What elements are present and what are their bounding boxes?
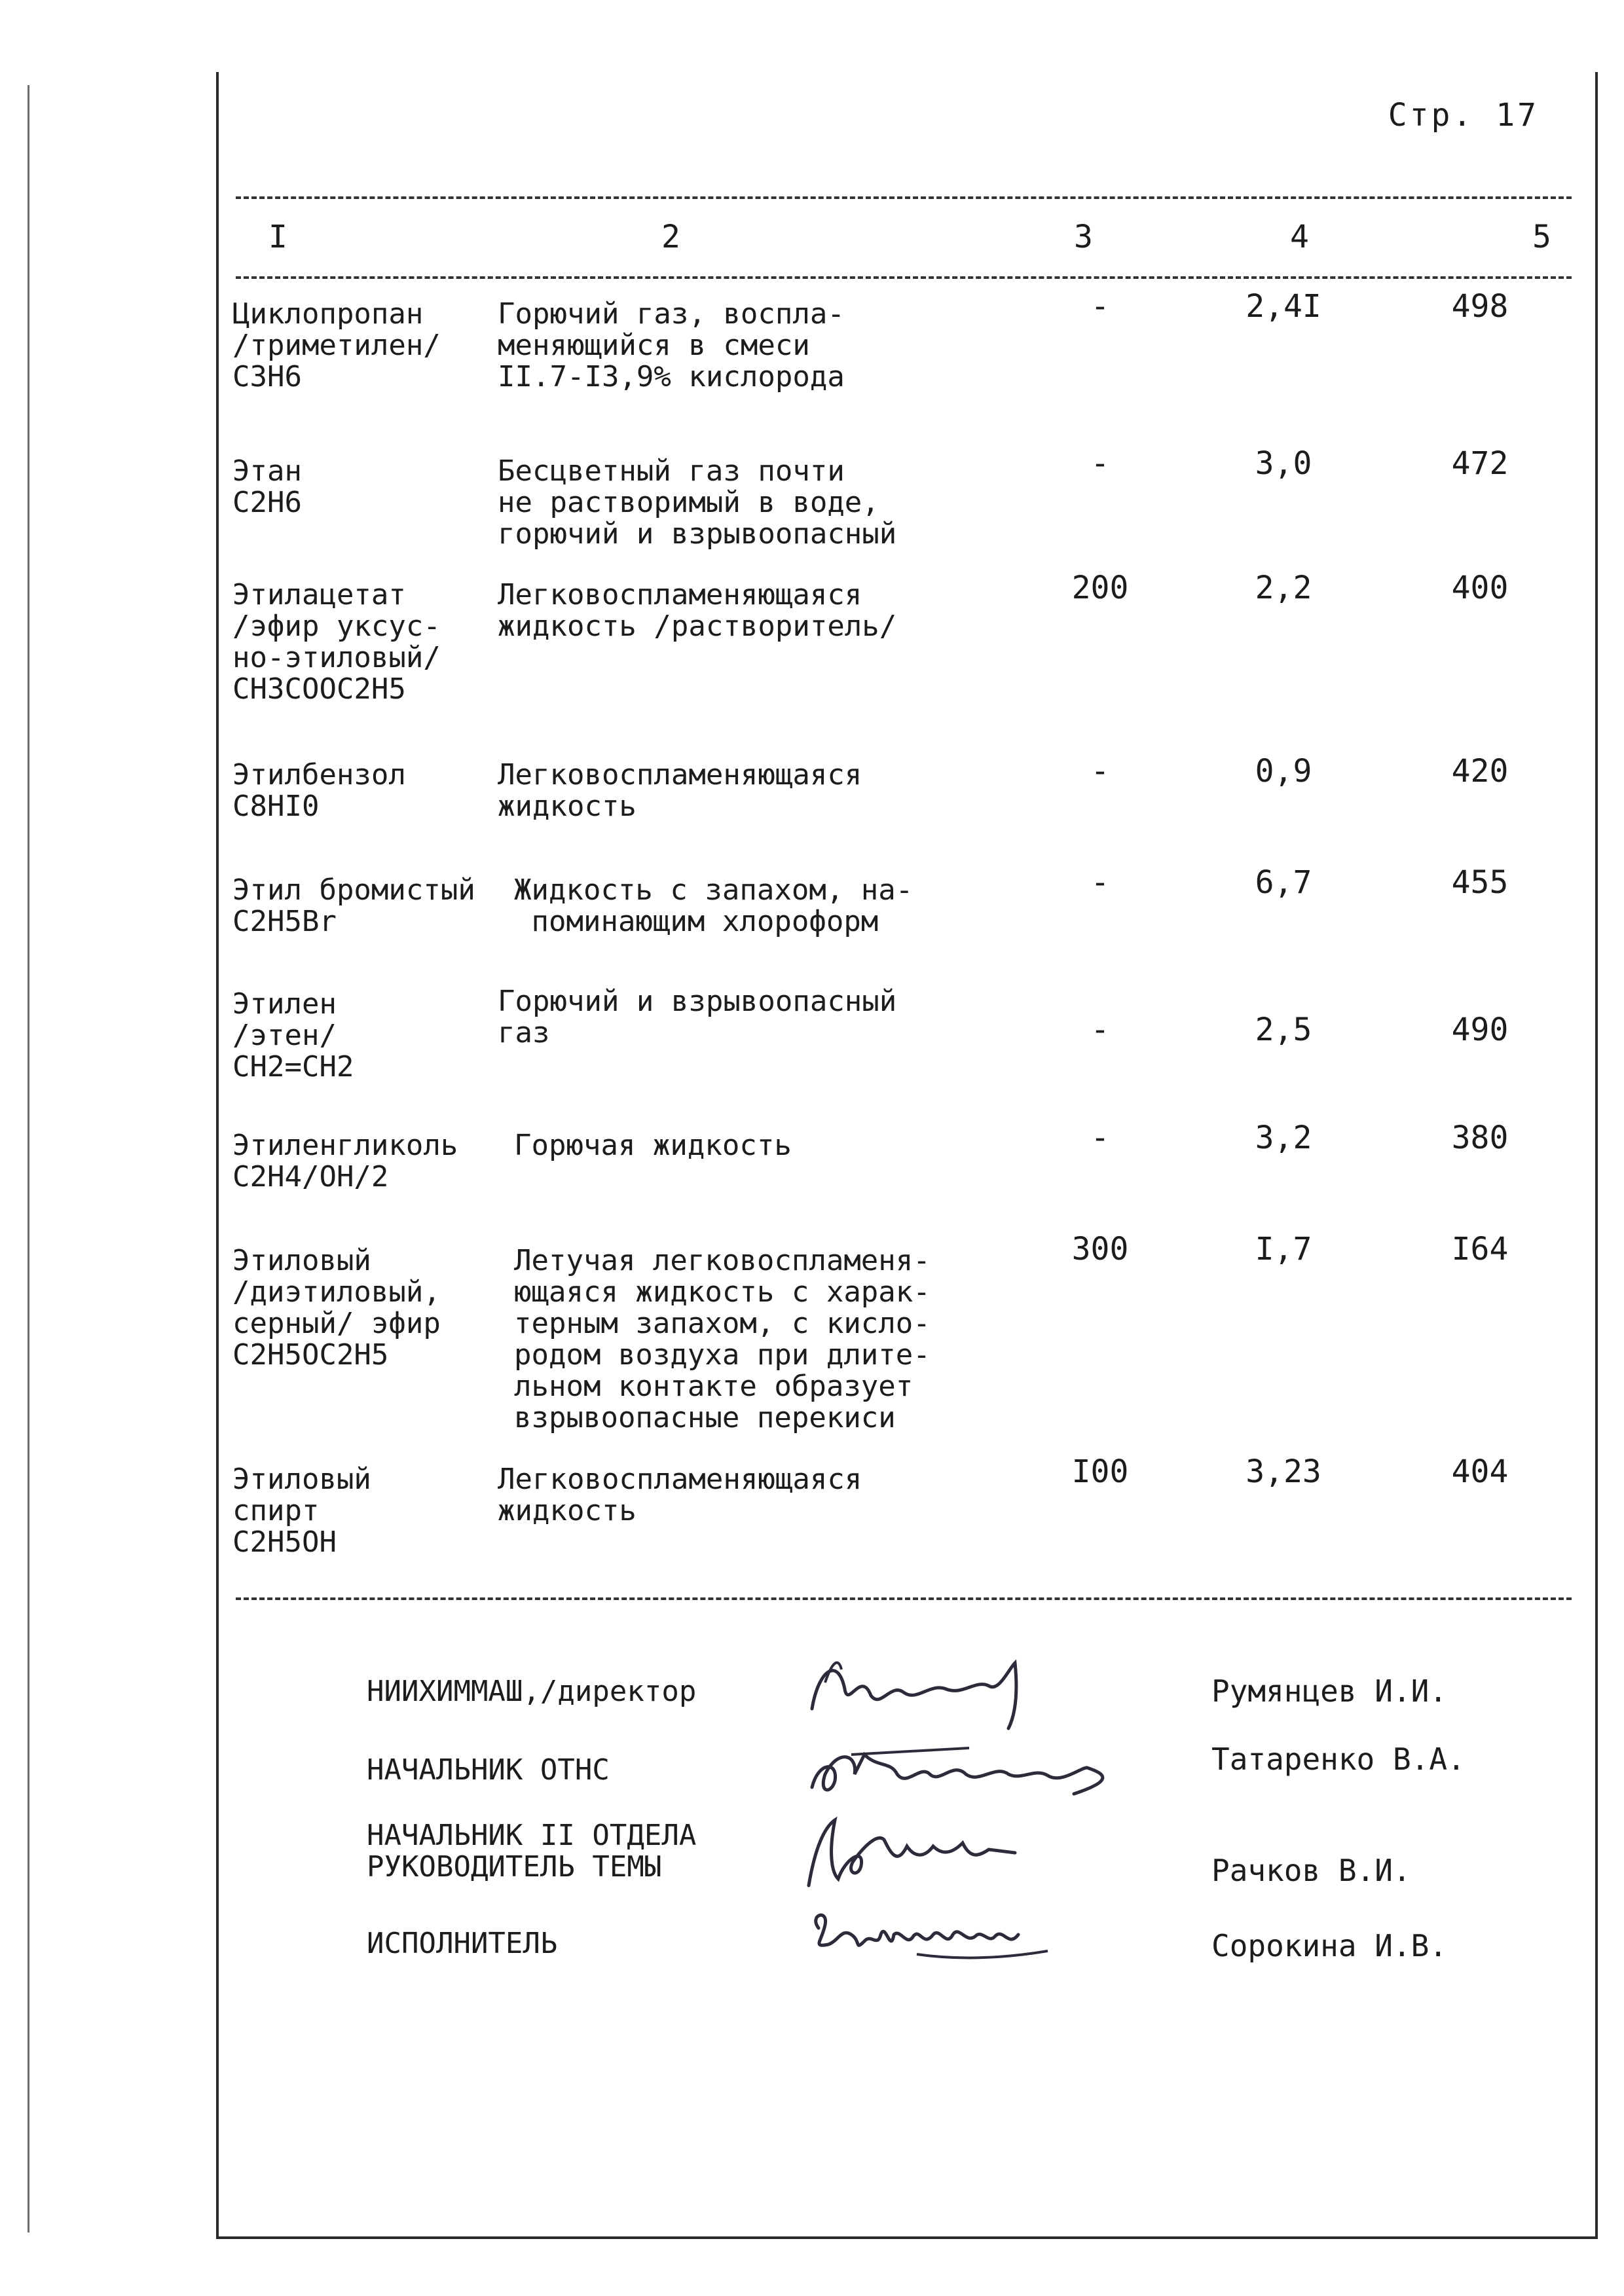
value-col3: - [1090, 1011, 1110, 1048]
value-col5: 400 [1451, 570, 1509, 606]
substance-description: Жидкость с запахом, на- поминающим хлороформ [514, 873, 913, 938]
value-col4: 3,2 [1255, 1120, 1312, 1156]
value-col4: 6,7 [1255, 864, 1312, 901]
substance-description: Легковоспламеняющаяся жидкость /растворитель/ [498, 578, 897, 643]
column-header-2: 2 [661, 219, 680, 255]
value-col3: 200 [1071, 570, 1129, 606]
value-col4: I,7 [1255, 1231, 1312, 1267]
substance-name: Этилен /этен/ CH2=CH2 [232, 987, 354, 1084]
column-header-3: 3 [1074, 219, 1093, 255]
signature-sorokina [799, 1889, 1166, 1974]
substance-name: Этил бромистый C2H5Br [232, 873, 475, 938]
substance-description: Горючая жидкость [514, 1129, 792, 1162]
value-col4: 3,23 [1246, 1453, 1321, 1490]
substance-description: Горючий газ, воспла- меняющийся в смеси II.7-I3,9% кислорода [498, 297, 845, 393]
value-col3: - [1090, 288, 1110, 325]
substance-name: Этан C2H6 [232, 454, 302, 519]
signatory-name-otns-head: Татаренко В.А. [1211, 1741, 1466, 1777]
substance-description: Горючий и взрывоопасный газ [498, 985, 897, 1049]
value-col3: 300 [1071, 1231, 1129, 1267]
substance-description: Легковоспламеняющаяся жидкость [498, 1463, 862, 1527]
header-top-rule [236, 196, 1572, 199]
signatory-name-executor: Сорокина И.В. [1211, 1928, 1448, 1963]
substance-name: Этилацетат /эфир уксус- но-этиловый/ CH3COOC2H5 [232, 578, 441, 706]
signatory-role-department-head: НАЧАЛЬНИК II ОТДЕЛА РУКОВОДИТЕЛЬ ТЕМЫ [367, 1819, 697, 1884]
value-col3: I00 [1071, 1453, 1129, 1490]
signature-rumyantsev [799, 1643, 1166, 1735]
value-col3: - [1090, 1120, 1110, 1156]
value-col4: 2,5 [1255, 1011, 1312, 1048]
value-col5: 404 [1451, 1453, 1509, 1490]
value-col5: 380 [1451, 1120, 1509, 1156]
substance-name: Циклопропан /триметилен/ C3H6 [232, 297, 441, 393]
substance-name: Этиловый спирт C2H5OH [232, 1463, 371, 1559]
column-header-4: 4 [1290, 219, 1309, 255]
value-col3: - [1090, 864, 1110, 901]
signatory-name-department-head: Рачков В.И. [1211, 1853, 1411, 1888]
table-bottom-rule [236, 1597, 1572, 1600]
column-header-5: 5 [1532, 219, 1551, 255]
value-col4: 0,9 [1255, 753, 1312, 790]
binder-edge-line [28, 85, 29, 2232]
value-col5: 455 [1451, 864, 1509, 901]
column-header-1: I [268, 219, 287, 255]
page-number: Стр. 17 [1388, 97, 1539, 134]
value-col5: 420 [1451, 753, 1509, 790]
substance-name: Этиловый /диэтиловый, серный/ эфир C2H5OC2H5 [232, 1244, 441, 1372]
substance-name: Этиленгликоль C2H4/OH/2 [232, 1129, 458, 1194]
header-bottom-rule [236, 276, 1572, 279]
signatory-role-executor: ИСПОЛНИТЕЛЬ [367, 1927, 558, 1960]
value-col3: - [1090, 753, 1110, 790]
substance-description: Легковоспламеняющаяся жидкость [498, 758, 862, 823]
value-col3: - [1090, 445, 1110, 482]
substance-description: Летучая легковоспламеня- ющаяся жидкость с харак- терным запахом, с кисло- родом воздуха при длите- льном контакте образует взрывоопасные перекиси [514, 1244, 931, 1434]
value-col5: 472 [1451, 445, 1509, 482]
substance-name: Этилбензол C8HI0 [232, 758, 406, 823]
value-col4: 3,0 [1255, 445, 1312, 482]
signature-tatarenko [799, 1728, 1192, 1820]
signatory-name-director: Румянцев И.И. [1211, 1673, 1448, 1709]
value-col5: I64 [1451, 1231, 1509, 1267]
value-col4: 2,4I [1246, 288, 1321, 325]
substance-description: Бесцветный газ почти не растворимый в воде, горючий и взрывоопасный [498, 454, 897, 551]
signatory-role-otns-head: НАЧАЛЬНИК ОТНС [367, 1753, 610, 1787]
signatory-role-director: НИИХИММАШ,/директор [367, 1675, 697, 1708]
signature-rachkov [799, 1807, 1166, 1899]
value-col5: 490 [1451, 1011, 1509, 1048]
value-col5: 498 [1451, 288, 1509, 325]
value-col4: 2,2 [1255, 570, 1312, 606]
